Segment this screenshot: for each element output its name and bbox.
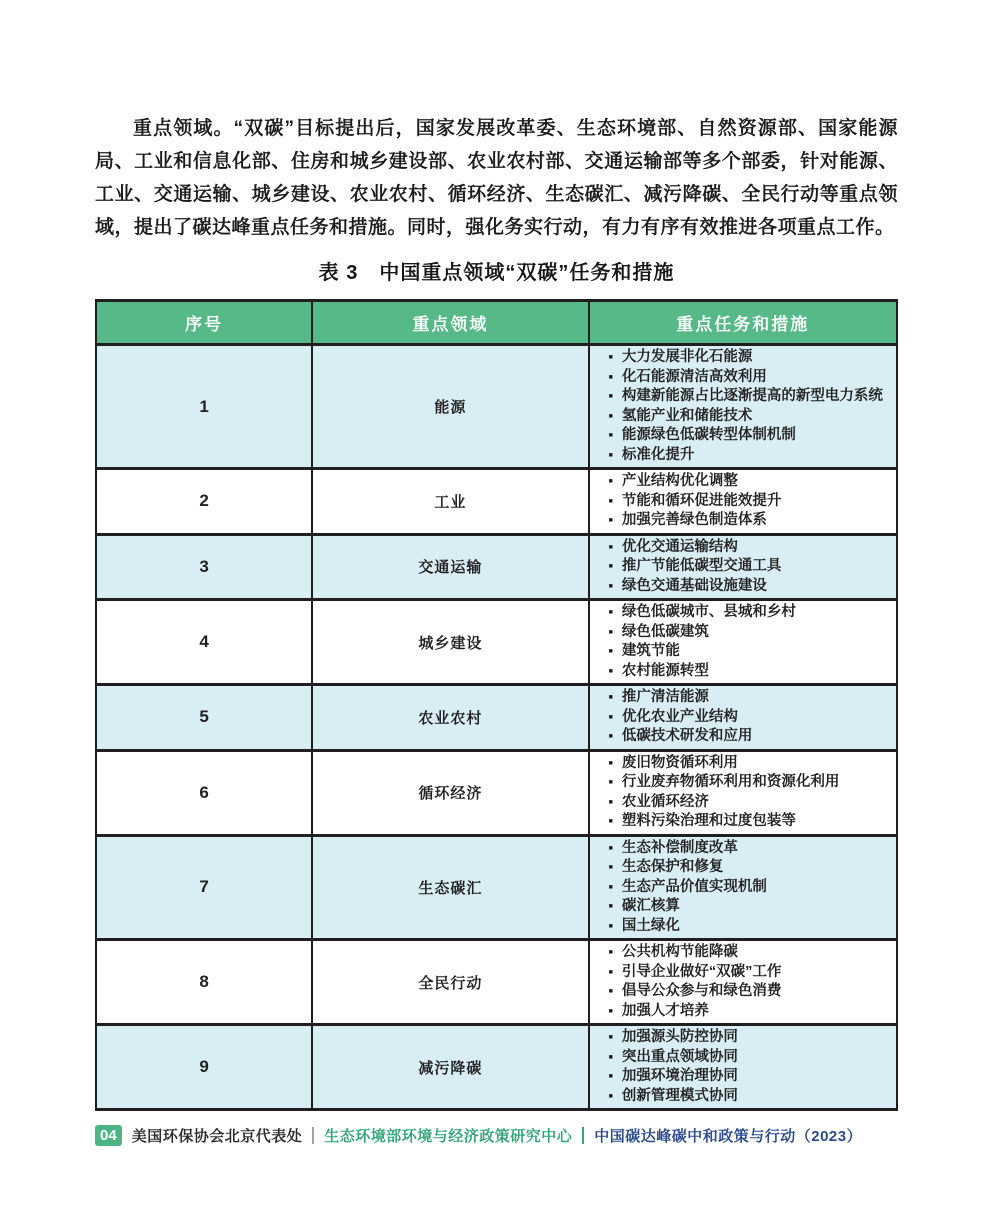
table-row: [96, 750, 897, 835]
row-items: [609, 1028, 890, 1106]
row-items: [609, 754, 890, 832]
row-number: 5: [96, 685, 312, 751]
header-cell-area: 重点领域: [312, 301, 588, 345]
task-item: ■ 废旧物资循环利用: [609, 754, 890, 774]
row-area: 交通运输: [312, 534, 588, 600]
row-items: [609, 943, 890, 1021]
table-body: [96, 345, 897, 1110]
task-item: ■ 加强人才培养: [609, 1002, 890, 1022]
row-number: 6: [96, 750, 312, 835]
table-row: [96, 600, 897, 685]
row-number: 8: [96, 940, 312, 1025]
row-items: [609, 348, 890, 465]
task-item: ■ 推广节能低碳型交通工具: [609, 557, 890, 577]
task-item: ■ 创新管理模式协同: [609, 1087, 890, 1107]
task-item: ■ 优化交通运输结构: [609, 538, 890, 558]
row-area: 循环经济: [312, 750, 588, 835]
row-area: 农业农村: [312, 685, 588, 751]
task-item: ■ 大力发展非化石能源: [609, 348, 890, 368]
table-row: [96, 534, 897, 600]
row-number: 7: [96, 835, 312, 940]
intro-paragraph: [95, 112, 898, 244]
row-number: 2: [96, 469, 312, 535]
footer-doc-title: 中国碳达峰碳中和政策与行动（2023）: [594, 1128, 863, 1145]
task-item: ■ 化石能源清洁高效利用: [609, 368, 890, 388]
task-item: ■ 行业废弃物循环利用和资源化利用: [609, 773, 890, 793]
task-item: ■ 引导企业做好“双碳”工作: [609, 963, 890, 983]
row-area: 能源: [312, 345, 588, 469]
row-area: 生态碳汇: [312, 835, 588, 940]
task-item: ■ 能源绿色低碳转型体制机制: [609, 426, 890, 446]
task-item: ■ 标准化提升: [609, 446, 890, 466]
footer-divider: [312, 1127, 314, 1144]
row-number: 1: [96, 345, 312, 469]
table-row: [96, 685, 897, 751]
task-item: ■ 突出重点领域协同: [609, 1048, 890, 1068]
row-area: 城乡建设: [312, 600, 588, 685]
table-title: 表 3 中国重点领域“双碳”任务和措施: [318, 262, 675, 284]
task-item: ■ 加强源头防控协同: [609, 1028, 890, 1048]
row-area: 全民行动: [312, 940, 588, 1025]
table-row: [96, 940, 897, 1025]
row-items: [609, 688, 890, 747]
task-item: ■ 产业结构优化调整: [609, 472, 890, 492]
task-item: ■ 绿色交通基础设施建设: [609, 577, 890, 597]
task-item: ■ 绿色低碳城市、县城和乡村: [609, 603, 890, 623]
task-item: ■ 倡导公众参与和绿色消费: [609, 982, 890, 1002]
row-items: [609, 472, 890, 531]
task-item: ■ 优化农业产业结构: [609, 708, 890, 728]
task-item: ■ 农村能源转型: [609, 662, 890, 682]
footer-org2: 生态环境部环境与经济政策研究中心: [324, 1128, 573, 1145]
task-item: ■ 碳汇核算: [609, 897, 890, 917]
intro-body: “双碳”目标提出后，国家发展改革委、生态环境部、自然资源部、国家能源局、工业和信息化部、住房和城乡建设部、农业农村部、交通运输部等多个部委，针对能源、工业、交通运输、城乡建设、农业农村、循环经济、生态碳汇、减污降碳、全民行动等重点领域，提出了碳达峰重点任务和措施。同时，强化务实行动，有力有序有效推进各项重点工作。: [95, 118, 898, 238]
task-item: ■ 推广清洁能源: [609, 688, 890, 708]
footer-org1: 美国环保协会北京代表处: [131, 1128, 303, 1145]
task-item: ■ 建筑节能: [609, 642, 890, 662]
page-footer: [95, 1125, 898, 1146]
table-row: [96, 469, 897, 535]
task-item: ■ 公共机构节能降碳: [609, 943, 890, 963]
header-cell-no: 序号: [96, 301, 312, 345]
task-item: ■ 生态保护和修复: [609, 858, 890, 878]
row-number: 9: [96, 1025, 312, 1110]
row-items: [609, 538, 890, 597]
table-row: [96, 1025, 897, 1110]
task-item: ■ 节能和循环促进能效提升: [609, 492, 890, 512]
row-area: 工业: [312, 469, 588, 535]
header-cell-tasks: 重点任务和措施: [589, 301, 897, 345]
table-row: [96, 345, 897, 469]
row-items: [609, 603, 890, 681]
row-number: 4: [96, 600, 312, 685]
dual-carbon-table: [95, 299, 898, 1111]
task-item: ■ 氢能产业和储能技术: [609, 407, 890, 427]
task-item: ■ 生态补偿制度改革: [609, 839, 890, 859]
table-row: [96, 835, 897, 940]
task-item: ■ 生态产品价值实现机制: [609, 878, 890, 898]
task-item: ■ 加强完善绿色制造体系: [609, 511, 890, 531]
task-item: ■ 绿色低碳建筑: [609, 623, 890, 643]
row-area: 减污降碳: [312, 1025, 588, 1110]
task-item: ■ 国土绿化: [609, 917, 890, 937]
task-item: ■ 塑料污染治理和过度包装等: [609, 812, 890, 832]
task-item: ■ 低碳技术研发和应用: [609, 727, 890, 747]
task-item: ■ 加强环境治理协同: [609, 1067, 890, 1087]
table-header: [96, 301, 897, 345]
row-items: [609, 839, 890, 937]
footer-divider: [582, 1127, 584, 1144]
task-item: ■ 农业循环经济: [609, 793, 890, 813]
task-item: ■ 构建新能源占比逐渐提高的新型电力系统: [609, 387, 890, 407]
page-number-badge: 04: [95, 1125, 122, 1146]
intro-lead: 重点领域。: [133, 118, 234, 139]
row-number: 3: [96, 534, 312, 600]
